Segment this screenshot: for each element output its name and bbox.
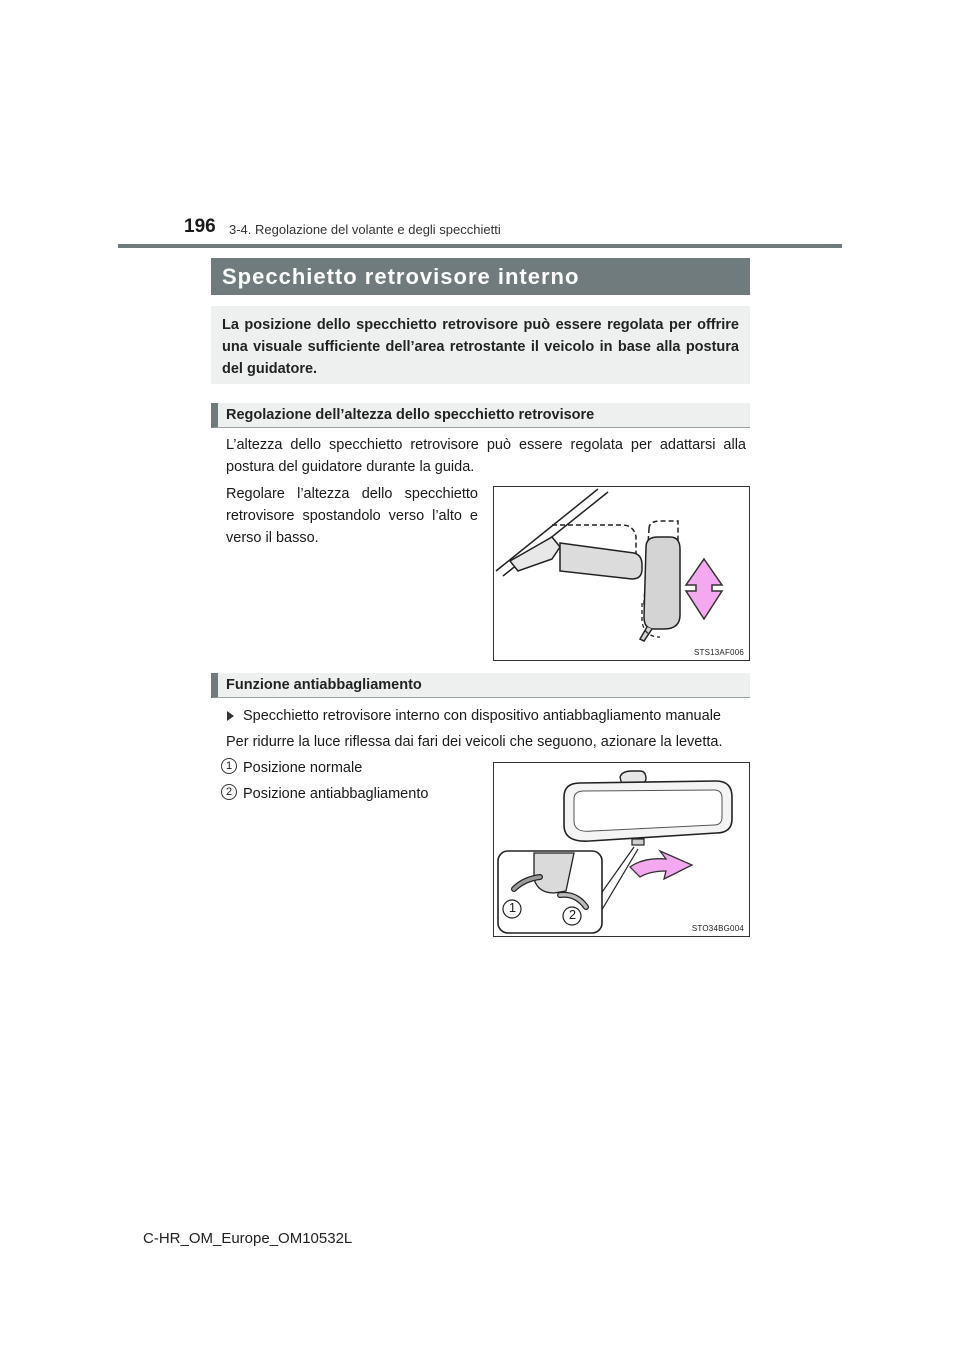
callout-1: 1 bbox=[508, 900, 517, 915]
header-rule bbox=[118, 244, 842, 248]
footer-doc-id: C-HR_OM_Europe_OM10532L bbox=[143, 1230, 353, 1247]
bullet-triangle-icon bbox=[227, 711, 234, 721]
figure-code: STS13AF006 bbox=[693, 648, 744, 657]
up-down-arrow-icon bbox=[686, 559, 722, 619]
section-heading-height: Regolazione dell’altezza dello specchietto retrovisore bbox=[211, 403, 750, 428]
height-instruction: Regolare l’altezza dello specchietto retrovisore spostandolo verso l’alto e verso il basso. bbox=[226, 486, 478, 546]
item-label-normal: Posizione normale bbox=[243, 760, 363, 776]
running-head: 3-4. Regolazione del volante e degli specchietti bbox=[229, 222, 501, 237]
antiglare-illustration bbox=[494, 763, 749, 936]
section-heading-antiglare: Funzione antiabbagliamento bbox=[211, 673, 750, 698]
item-number-2: 2 bbox=[221, 784, 237, 800]
height-paragraph: L’altezza dello specchietto retrovisore può essere regolata per adattarsi alla postura del guidatore durante la guida. bbox=[226, 437, 746, 475]
page-title: Specchietto retrovisore interno bbox=[211, 258, 750, 295]
item-number-1: 1 bbox=[221, 758, 237, 774]
page-number: 196 bbox=[184, 216, 216, 237]
rotate-arrow-icon bbox=[630, 851, 692, 879]
antiglare-paragraph: Per ridurre la luce riflessa dai fari dei veicoli che seguono, azionare la levetta. bbox=[226, 734, 723, 750]
antiglare-bullet: Specchietto retrovisore interno con dispositivo antiabbagliamento manuale bbox=[243, 708, 721, 724]
antiglare-figure bbox=[493, 762, 750, 937]
callout-2: 2 bbox=[568, 907, 577, 922]
item-label-antiglare: Posizione antiabbagliamento bbox=[243, 786, 429, 802]
mirror-height-figure bbox=[493, 486, 750, 661]
intro-box: La posizione dello specchietto retrovisore può essere regolata per offrire una visuale sufficiente dell’area retrostante il veicolo in base alla postura del guidatore. bbox=[211, 306, 750, 384]
figure-code: STO34BG004 bbox=[691, 924, 744, 933]
mirror-height-illustration bbox=[494, 487, 749, 660]
